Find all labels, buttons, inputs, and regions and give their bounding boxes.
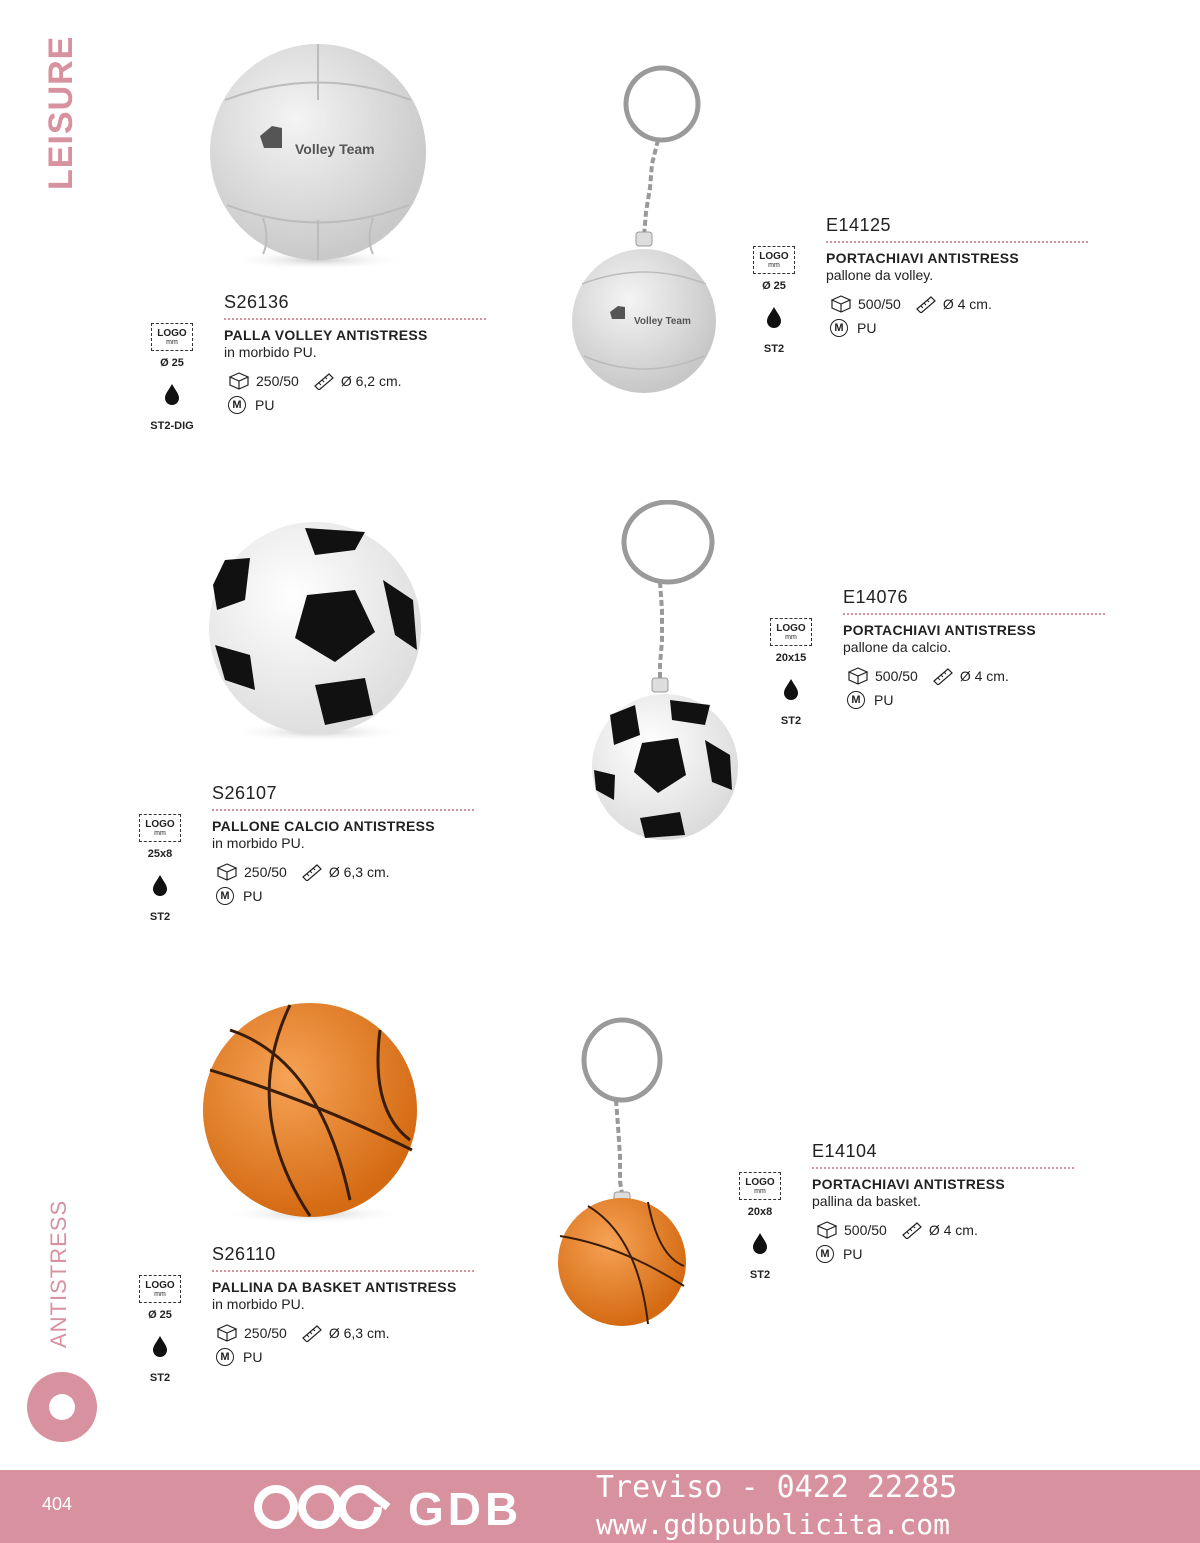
keychain-print-text: Volley Team: [634, 316, 691, 327]
product-size: Ø 6,2 cm.: [340, 373, 402, 389]
ink-drop-icon: [781, 678, 801, 700]
product-code: S26136: [224, 292, 290, 312]
logo-size: Ø 25: [762, 280, 786, 292]
product-desc: pallina da basket.: [812, 1193, 921, 1209]
pack-qty: 250/50: [256, 373, 299, 389]
basketball-keychain-image: [548, 1016, 698, 1332]
basketball-image: [200, 1000, 426, 1226]
material-icon: M: [847, 691, 865, 709]
ruler-icon: [301, 1324, 323, 1342]
product-size: Ø 6,3 cm.: [328, 1325, 390, 1341]
material: PU: [243, 888, 263, 904]
ball-print-text: Volley Team: [295, 141, 375, 157]
print-info-s26107: [130, 814, 190, 923]
ruler-icon: [301, 863, 323, 881]
logo-area-icon: LOGO mm: [770, 618, 812, 646]
material-icon: M: [216, 887, 234, 905]
logo-area-icon: LOGO mm: [151, 323, 193, 351]
material: PU: [874, 692, 894, 708]
material: PU: [243, 1349, 263, 1365]
pack-qty: 500/50: [858, 296, 901, 312]
print-technique: ST2: [149, 911, 171, 923]
product-size: Ø 4 cm.: [942, 296, 992, 312]
page-number: 404: [42, 1494, 73, 1514]
logo-area-icon: LOGO mm: [139, 1275, 181, 1303]
logo-size: Ø 25: [160, 357, 184, 369]
box-icon: [816, 1221, 838, 1239]
product-desc: pallone da calcio.: [843, 639, 952, 655]
ink-drop-icon: [764, 306, 784, 328]
material: PU: [857, 320, 877, 336]
print-technique: ST2-DIG: [150, 420, 194, 432]
material-icon: M: [830, 319, 848, 337]
logo-size: 20x8: [747, 1206, 773, 1218]
product-size: Ø 4 cm.: [928, 1222, 978, 1238]
box-icon: [216, 1324, 238, 1342]
volleyball-keychain-image: [570, 64, 730, 402]
soccer-ball-image: [205, 520, 431, 744]
box-icon: [830, 295, 852, 313]
logo-size: 25x8: [147, 848, 173, 860]
product-name: PORTACHIAVI ANTISTRESS: [826, 250, 1020, 266]
pack-qty: 500/50: [875, 668, 918, 684]
product-desc: in morbido PU.: [212, 835, 305, 851]
ink-drop-icon: [150, 1335, 170, 1357]
product-code: E14076: [843, 587, 909, 607]
product-name: PORTACHIAVI ANTISTRESS: [812, 1176, 1006, 1192]
pack-qty: 250/50: [244, 1325, 287, 1341]
footer-website[interactable]: www.gdbpubblicita.com: [596, 1508, 951, 1541]
product-desc: in morbido PU.: [212, 1296, 305, 1312]
logo-size: 20x15: [775, 652, 807, 664]
box-icon: [847, 667, 869, 685]
product-code: S26107: [212, 783, 278, 803]
material-icon: M: [216, 1348, 234, 1366]
print-info-e14125: [744, 246, 804, 355]
section-label-antistress: ANTISTRESS: [46, 1199, 71, 1348]
box-icon: [228, 372, 250, 390]
print-technique: ST2: [749, 1269, 771, 1281]
pack-qty: 250/50: [244, 864, 287, 880]
product-size: Ø 4 cm.: [959, 668, 1009, 684]
logo-area-icon: LOGO mm: [139, 814, 181, 842]
product-desc: pallone da volley.: [826, 267, 934, 283]
ruler-icon: [932, 667, 954, 685]
section-label-leisure: LEISURE: [42, 35, 80, 190]
volleyball-image: [205, 40, 431, 272]
print-info-e14076: [761, 618, 821, 727]
product-desc: in morbido PU.: [224, 344, 317, 360]
logo-area-icon: LOGO mm: [753, 246, 795, 274]
ruler-icon: [901, 1221, 923, 1239]
product-name: PALLONE CALCIO ANTISTRESS: [212, 818, 435, 834]
print-info-s26136: [142, 323, 202, 432]
brand-name: GDB: [408, 1483, 523, 1535]
product-code: S26110: [212, 1244, 276, 1264]
product-size: Ø 6,3 cm.: [328, 864, 390, 880]
material: PU: [255, 397, 275, 413]
product-code: E14104: [812, 1141, 878, 1161]
print-info-s26110: [130, 1275, 190, 1384]
material-icon: M: [228, 396, 246, 414]
product-name: PALLINA DA BASKET ANTISTRESS: [212, 1279, 457, 1295]
logo-size: Ø 25: [148, 1309, 172, 1321]
material: PU: [843, 1246, 863, 1262]
product-name: PALLA VOLLEY ANTISTRESS: [224, 327, 428, 343]
pack-qty: 500/50: [844, 1222, 887, 1238]
ink-drop-icon: [150, 874, 170, 896]
ruler-icon: [915, 295, 937, 313]
print-technique: ST2: [763, 343, 785, 355]
ink-drop-icon: [162, 383, 182, 405]
print-technique: ST2: [780, 715, 802, 727]
print-technique: ST2: [149, 1372, 171, 1384]
logo-area-icon: LOGO mm: [739, 1172, 781, 1200]
ruler-icon: [313, 372, 335, 390]
soccer-keychain-image: [580, 500, 750, 845]
product-name: PORTACHIAVI ANTISTRESS: [843, 622, 1037, 638]
footer-contact: Treviso - 0422 22285: [596, 1470, 958, 1505]
product-code: E14125: [826, 215, 892, 235]
print-info-e14104: [730, 1172, 790, 1281]
gdb-logo-icon: [248, 1480, 398, 1534]
material-icon: M: [816, 1245, 834, 1263]
box-icon: [216, 863, 238, 881]
ink-drop-icon: [750, 1232, 770, 1254]
